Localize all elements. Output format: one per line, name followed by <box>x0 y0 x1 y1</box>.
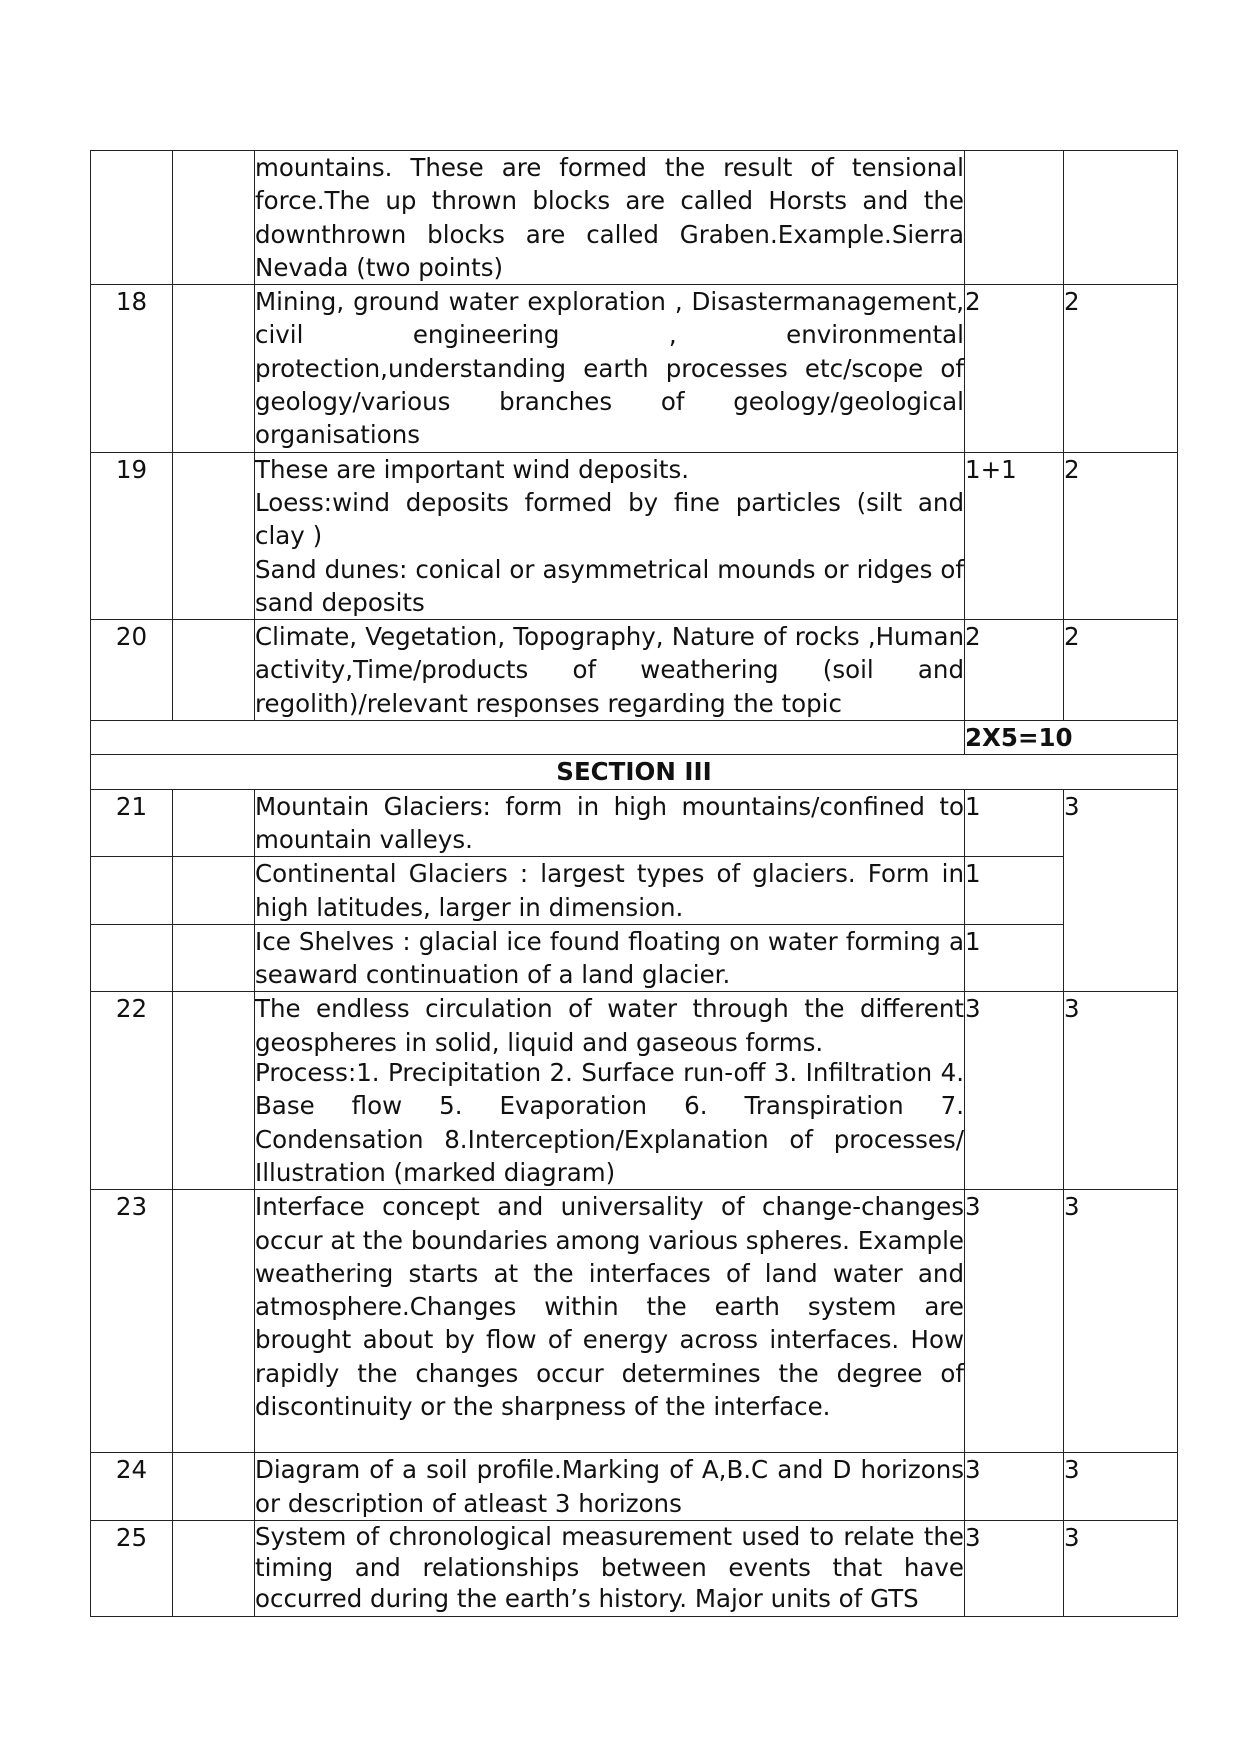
sub-question-cell <box>173 151 255 285</box>
total-marks: 3 <box>1064 789 1178 992</box>
answer-cell: System of chronological measurement used to relate the timing and relationships between events that have occurred during the earth’s history. Major units of GTS <box>255 1520 965 1616</box>
table-row <box>91 789 1178 857</box>
split-marks-cell <box>965 151 1064 285</box>
total-marks: 3 <box>1064 1190 1178 1453</box>
split-marks: 1 <box>965 857 1064 925</box>
question-number: 21 <box>91 789 173 857</box>
answer-cell <box>255 992 965 1190</box>
table-row <box>91 1190 1178 1453</box>
answer-cell: Diagram of a soil profile.Marking of A,B.C and D horizons or description of atleast 3 horizons <box>255 1453 965 1521</box>
total-marks: 2 <box>1064 285 1178 452</box>
sub-question-cell <box>173 924 255 992</box>
table-row <box>91 992 1178 1190</box>
blank-cell <box>91 721 965 755</box>
question-number: 24 <box>91 1453 173 1521</box>
total-marks-cell <box>1064 151 1178 285</box>
sub-question-cell <box>173 992 255 1190</box>
split-marks: 1+1 <box>965 452 1064 619</box>
question-number: 18 <box>91 285 173 452</box>
split-marks: 3 <box>965 1520 1064 1616</box>
split-marks: 2 <box>965 285 1064 452</box>
section-total-row <box>91 721 1178 755</box>
answer-line: Loess:wind deposits formed by fine particles (silt and clay ) <box>255 487 964 551</box>
answer-cell: Ice Shelves : glacial ice found floating on water forming a seaward continuation of a land glacier. <box>255 924 965 992</box>
answer-cell: Continental Glaciers : largest types of glaciers. Form in high latitudes, larger in dimension. <box>255 857 965 925</box>
split-marks: 1 <box>965 924 1064 992</box>
table-row <box>91 857 1178 925</box>
total-marks: 2 <box>1064 452 1178 619</box>
question-number-cell <box>91 857 173 925</box>
split-marks: 1 <box>965 789 1064 857</box>
sub-question-cell <box>173 1190 255 1453</box>
section-header-row <box>91 755 1178 789</box>
table-row <box>91 285 1178 452</box>
total-marks: 3 <box>1064 992 1178 1190</box>
sub-question-cell <box>173 1453 255 1521</box>
answer-cell: Interface concept and universality of change-changes occur at the boundaries among various spheres. Example weathering starts at the interfaces of land water and atmosphere.Changes within the earth system are brought about by flow of energy across interfaces. How rapidly the changes occur determines the degree of discontinuity or the sharpness of the interface. <box>255 1190 965 1453</box>
question-number: 19 <box>91 452 173 619</box>
total-marks: 3 <box>1064 1453 1178 1521</box>
table-row <box>91 620 1178 721</box>
sub-question-cell <box>173 452 255 619</box>
table-row <box>91 151 1178 285</box>
sub-question-cell <box>173 789 255 857</box>
table-row <box>91 924 1178 992</box>
section-title: SECTION III <box>91 755 1178 789</box>
answer-cell: mountains. These are formed the result of tensional force.The up thrown blocks are called Horsts and the downthrown blocks are called Graben.Example.Sierra Nevada (two points) <box>255 151 965 285</box>
split-marks: 2 <box>965 620 1064 721</box>
answer-cell: Mining, ground water exploration , Disastermanagement, civil engineering , environmental protection,understanding earth processes etc/scope of geology/various branches of geology/geological organisations <box>255 285 965 452</box>
sub-question-cell <box>173 285 255 452</box>
table-row <box>91 452 1178 619</box>
total-marks: 3 <box>1064 1520 1178 1616</box>
answer-key-table <box>90 150 1178 1617</box>
question-number: 22 <box>91 992 173 1190</box>
question-number: 25 <box>91 1520 173 1616</box>
table-row <box>91 1520 1178 1616</box>
answer-line: These are important wind deposits. <box>255 454 690 484</box>
answer-line: Sand dunes: conical or asymmetrical mounds or ridges of sand deposits <box>255 554 964 617</box>
question-number-cell <box>91 151 173 285</box>
sub-question-cell <box>173 857 255 925</box>
split-marks: 3 <box>965 992 1064 1190</box>
answer-line: Process:1. Precipitation 2. Surface run-off 3. Infiltration 4. Base flow 5. Evaporation 6. Transpiration 7. Condensation 8.Interception/Explanation of processes/ Illustration (marked diagram) <box>255 1058 964 1187</box>
table-row <box>91 1453 1178 1521</box>
answer-cell: Climate, Vegetation, Topography, Nature of rocks ,Human activity,Time/products of weathering (soil and regolith)/relevant responses regarding the topic <box>255 620 965 721</box>
question-number-cell <box>91 924 173 992</box>
sub-question-cell <box>173 620 255 721</box>
total-marks: 2 <box>1064 620 1178 721</box>
sub-question-cell <box>173 1520 255 1616</box>
answer-line: The endless circulation of water through the different geospheres in solid, liquid and gaseous forms. <box>255 994 964 1057</box>
answer-cell: Mountain Glaciers: form in high mountains/confined to mountain valleys. <box>255 789 965 857</box>
answer-cell <box>255 452 965 619</box>
question-number: 23 <box>91 1190 173 1453</box>
question-number: 20 <box>91 620 173 721</box>
split-marks: 3 <box>965 1190 1064 1453</box>
section-total: 2X5=10 <box>965 721 1178 755</box>
split-marks: 3 <box>965 1453 1064 1521</box>
